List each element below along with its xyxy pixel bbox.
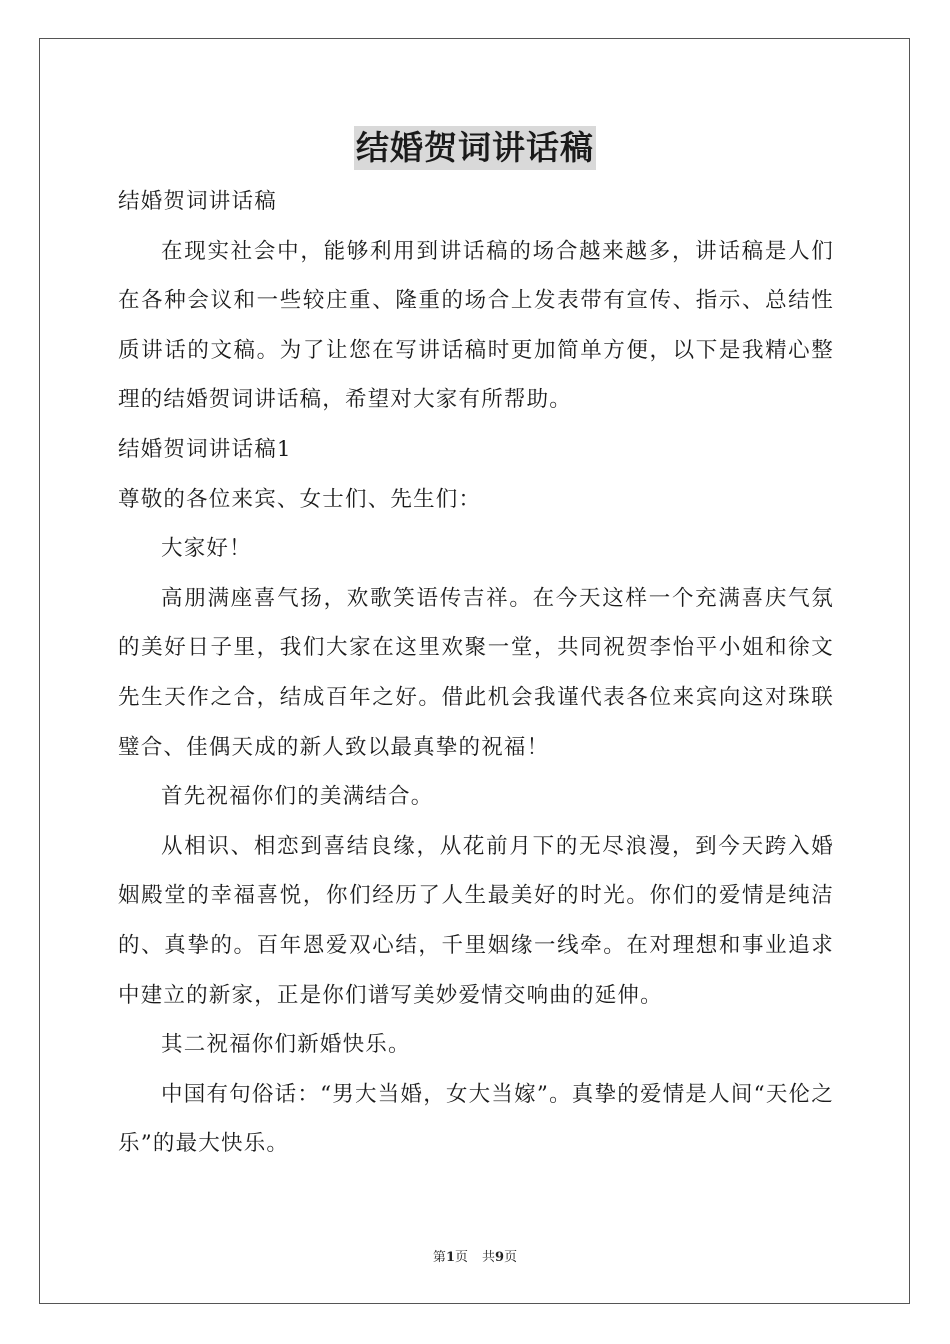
paragraph: 高朋满座喜气扬，欢歌笑语传吉祥。在今天这样一个充满喜庆气氛的美好日子里，我们大家在这里欢聚一堂，共同祝贺李怡平小姐和徐文先生天作之合，结成百年之好。借此机会我谨代表各位来宾向这对珠联璧合、佳偶天成的新人致以最真挚的祝福！: [118, 585, 834, 760]
paragraph: 在现实社会中，能够利用到讲话稿的场合越来越多，讲话稿是人们在各种会议和一些较庄重、隆重的场合上发表带有宣传、指示、总结性质讲话的文稿。为了让您在写讲话稿时更加简单方便，以下是我精心整理的结婚贺词讲话稿，希望对大家有所帮助。: [118, 238, 834, 413]
total-prefix: 共: [482, 1250, 496, 1265]
page-number: 1: [445, 1250, 455, 1265]
page-prefix: 第: [432, 1250, 446, 1265]
paragraph: 大家好！: [161, 536, 252, 562]
paragraph: 结婚贺词讲话稿: [118, 189, 277, 214]
paragraph: 结婚贺词讲话稿1: [118, 436, 292, 462]
total-pages: 9: [495, 1250, 505, 1265]
paragraph: 尊敬的各位来宾、女士们、先生们：: [118, 486, 482, 512]
total-suffix: 页: [504, 1250, 518, 1265]
document-title: 结婚贺词讲话稿: [354, 126, 596, 170]
title-container: [0, 126, 950, 170]
paragraph: 中国有句俗话：“男大当婚，女大当嫁”。真挚的爱情是人间“天伦之乐”的最大快乐。: [118, 1081, 834, 1157]
document-body: [118, 177, 834, 1169]
paragraph: 从相识、相恋到喜结良缘，从花前月下的无尽浪漫，到今天跨入婚姻殿堂的幸福喜悦，你们经历了人生最美好的时光。你们的爱情是纯洁的、真挚的。百年恩爱双心结，千里姻缘一线牵。在对理想和事业追求中建立的新家，正是你们谱写美妙爱情交响曲的延伸。: [118, 833, 834, 1008]
page-suffix: 页: [454, 1250, 468, 1265]
paragraph: 其二祝福你们新婚快乐。: [161, 1032, 411, 1058]
page-footer: [0, 1246, 950, 1265]
paragraph: 首先祝福你们的美满结合。: [161, 784, 434, 810]
